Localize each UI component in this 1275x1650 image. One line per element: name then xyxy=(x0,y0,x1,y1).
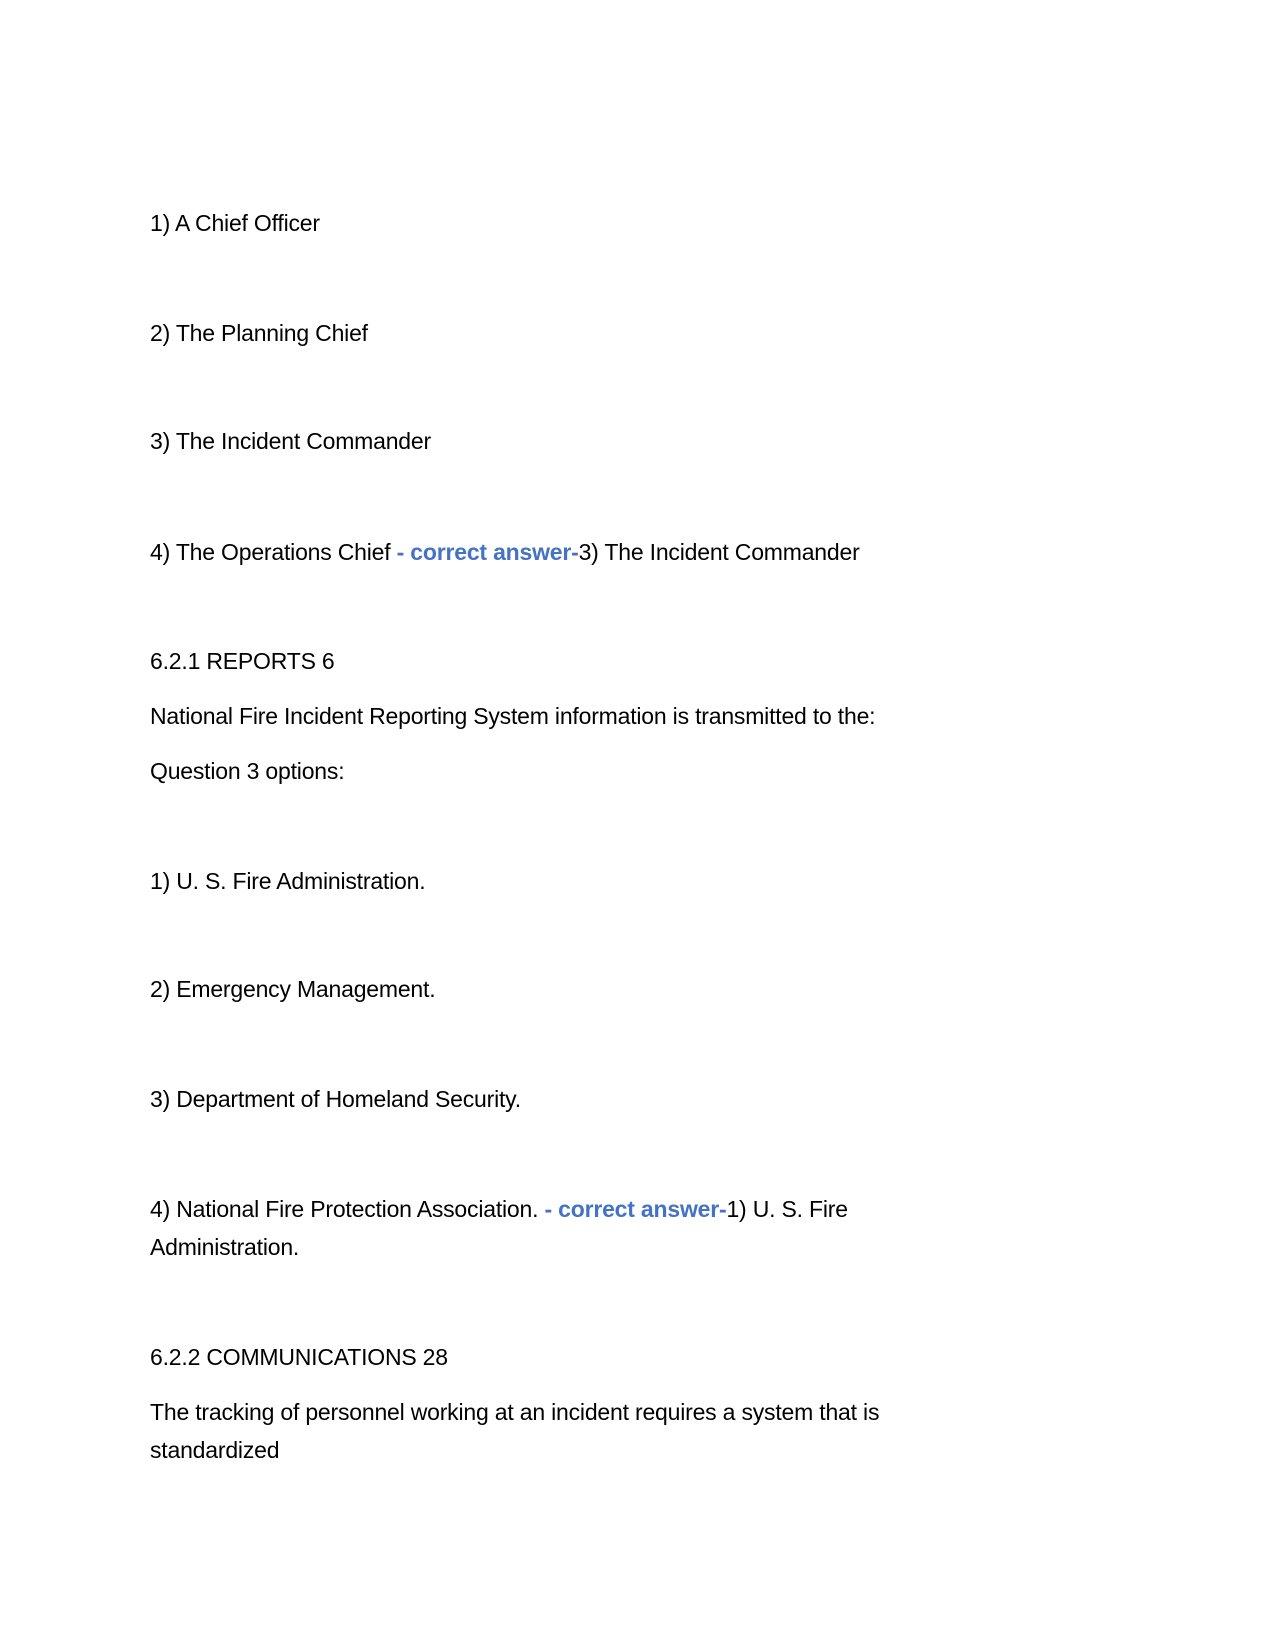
correct-answer-continued: Administration. xyxy=(150,1234,300,1260)
option-4-with-answer xyxy=(150,1190,848,1228)
correct-answer-label: - correct answer- xyxy=(544,1196,727,1222)
section-heading: 6.2.2 COMMUNICATIONS 28 xyxy=(150,1344,448,1370)
option-3: 3) The Incident Commander xyxy=(150,428,431,454)
option-2: 2) Emergency Management. xyxy=(150,976,436,1002)
correct-answer-label: - correct answer- xyxy=(396,539,579,565)
option-text: 4) The Operations Chief xyxy=(150,539,397,565)
question-text: The tracking of personnel working at an incident requires a system that is xyxy=(150,1399,880,1425)
question-text: National Fire Incident Reporting System information is transmitted to the: xyxy=(150,703,876,729)
option-text: 4) National Fire Protection Association. xyxy=(150,1196,545,1222)
correct-answer: 1) U. S. Fire xyxy=(726,1196,848,1222)
section-heading: 6.2.1 REPORTS 6 xyxy=(150,648,335,674)
correct-answer: 3) The Incident Commander xyxy=(578,539,860,565)
question-text-continued: standardized xyxy=(150,1437,280,1463)
option-3: 3) Department of Homeland Security. xyxy=(150,1086,521,1112)
option-1: 1) U. S. Fire Administration. xyxy=(150,868,426,894)
option-1: 1) A Chief Officer xyxy=(150,210,320,236)
option-2: 2) The Planning Chief xyxy=(150,320,368,346)
option-4-with-answer xyxy=(150,533,860,571)
options-label: Question 3 options: xyxy=(150,758,345,784)
